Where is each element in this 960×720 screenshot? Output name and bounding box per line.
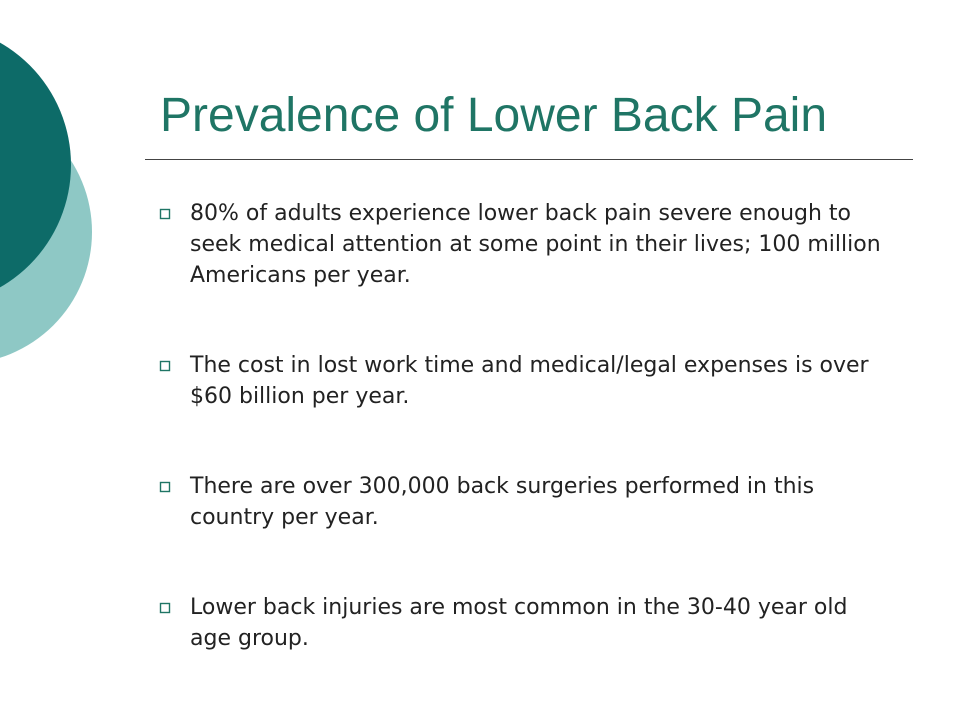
bullet-item-cost bbox=[158, 350, 918, 412]
bullet-item-age-group bbox=[158, 592, 918, 654]
bullet-item-adult-prevalence bbox=[158, 198, 918, 291]
bullet-text: The cost in lost work time and medical/legal expenses is over $60 billion per year. bbox=[190, 353, 869, 409]
left-teal-circles bbox=[0, 0, 120, 400]
bullet-text: There are over 300,000 back surgeries performed in this country per year. bbox=[190, 474, 815, 530]
hollow-square-icon bbox=[158, 198, 190, 229]
hollow-square-icon bbox=[158, 592, 190, 623]
bullet-item-surgeries bbox=[158, 471, 918, 533]
bullet-text: Lower back injuries are most common in the 30-40 year old age group. bbox=[190, 595, 848, 651]
hollow-square-icon bbox=[158, 471, 190, 502]
bullet-text: 80% of adults experience lower back pain severe enough to seek medical attention at some point in their lives; 100 million Americans per year. bbox=[190, 201, 881, 288]
slide-title: Prevalence of Lower Back Pain bbox=[160, 89, 828, 142]
title-divider bbox=[145, 159, 913, 160]
hollow-square-icon bbox=[158, 350, 190, 381]
bullet-list bbox=[158, 198, 918, 713]
